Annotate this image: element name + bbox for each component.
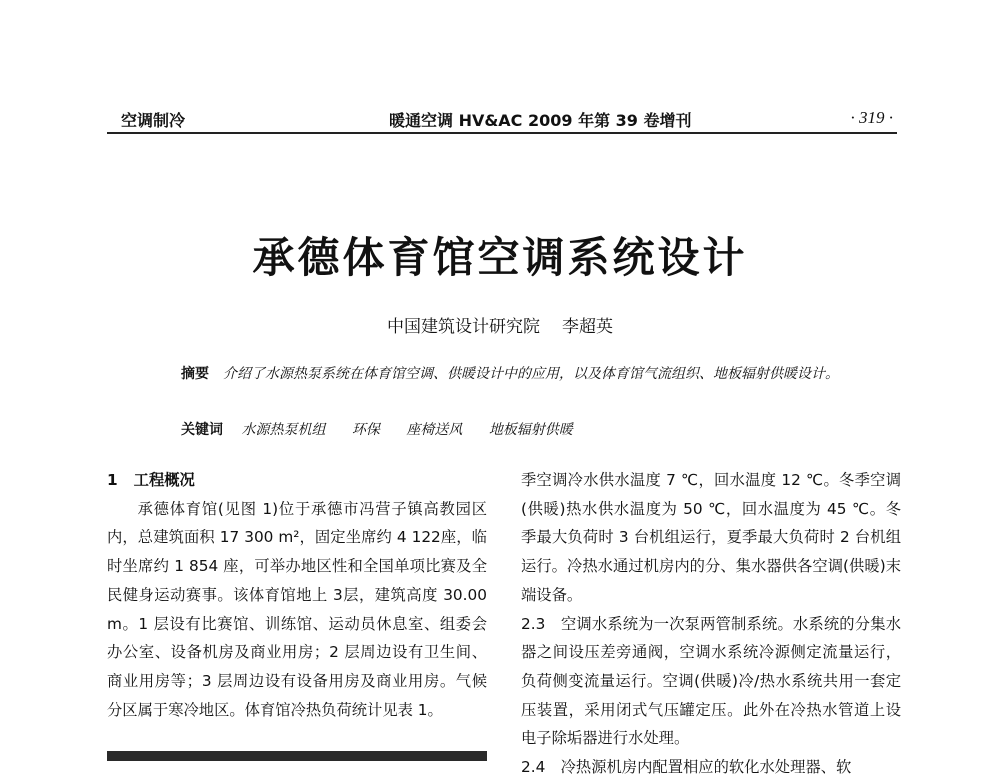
keywords	[181, 419, 881, 439]
keyword-item: 地板辐射供暖	[488, 422, 573, 438]
abstract-label: 摘要	[181, 366, 209, 382]
author-line	[0, 312, 1000, 337]
header-page-number: · 319 ·	[850, 108, 893, 127]
body-paragraph: 季空调冷水供水温度 7 ℃，回水温度 12 ℃。冬季空调(供暖)热水供水温度为 50 ℃，回水温度为 45 ℃。冬季最大负荷时 3 台机组运行，夏季最大负荷时 2 台机组运行。冷热水通过机房内的分、集水器供各空调(供暖)末端设备。	[521, 471, 901, 604]
body-paragraph: 承德体育馆(见图 1)位于承德市冯营子镇高教园区内，总建筑面积 17 300 m²，固定坐席约 4 122座，临时坐席约 1 854 座，可举办地区性和全国单项比赛及全民健身运动赛事。该体育馆地上 3层，建筑高度 30.00 m。1 层设有比赛馆、训练馆、运动员休息室、组委会办公室、设备机房及商业用房；2 层周边设有卫生间、商业用房等；3 层周边设有设备用房及商业用房。气候分区属于寒冷地区。体育馆冷热负荷统计见表 1。	[107, 499, 487, 719]
author-institution: 中国建筑设计研究院	[387, 317, 540, 337]
keyword-item: 座椅送风	[406, 422, 463, 438]
section-title: 工程概况	[133, 471, 195, 489]
abstract	[145, 360, 865, 388]
article-title: 承德体育馆空调系统设计	[252, 233, 748, 282]
abstract-text: 介绍了水源热泵系统在体育馆空调、供暖设计中的应用，以及体育馆气流组织、地板辐射供暖设计。	[223, 366, 839, 382]
keyword-item: 水源热泵机组	[241, 422, 326, 438]
keyword-item: 环保	[351, 422, 380, 438]
section-heading	[107, 466, 487, 495]
figure-1-photo-edge	[107, 751, 487, 761]
right-column	[521, 466, 901, 782]
header-journal: 暖通空调 HV&AC 2009 年第 39 卷增刊	[389, 111, 692, 130]
author-name: 李超英	[562, 317, 613, 337]
section-number: 1	[107, 471, 118, 489]
body-paragraph: 2.4 冷热源机房内配置相应的软化水处理器、软	[521, 758, 852, 777]
running-header	[107, 104, 897, 134]
keywords-label: 关键词	[181, 422, 223, 438]
body-paragraph: 2.3 空调水系统为一次泵两管制系统。水系统的分集水器之间设压差旁通阀，空调水系统冷源侧定流量运行，负荷侧变流量运行。空调(供暖)冷/热水系统共用一套定压装置，采用闭式气压罐定压。此外在冷热水管道上设电子除垢器进行水处理。	[521, 614, 901, 748]
left-column	[107, 466, 487, 724]
header-section: 空调制冷	[121, 111, 186, 130]
